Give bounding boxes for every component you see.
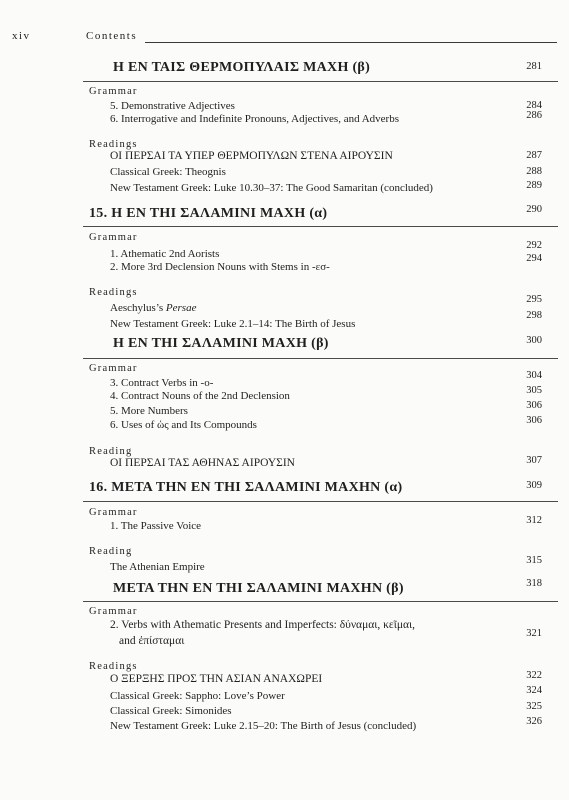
entry-page: 307	[526, 455, 542, 466]
toc-entry[interactable]: New Testament Greek: Luke 2.1–14: The Birth of Jesus	[110, 318, 356, 330]
toc-entry[interactable]: Ο ΞΕΡΞΗΣ ΠΡΟΣ ΤΗΝ ΑΣΙΑΝ ΑΝΑΧΩΡΕΙ	[110, 673, 323, 685]
toc-entry[interactable]: The Athenian Empire	[110, 561, 205, 573]
reading-label: Reading	[89, 446, 133, 457]
entry-page: 326	[526, 716, 542, 727]
toc-entry[interactable]: Aeschylus’s Persae	[110, 302, 197, 314]
section-title[interactable]: 15. Η ΕΝ ΤΗΙ ΣΑΛΑΜΙΝΙ ΜΑΧΗ (α)	[89, 206, 328, 221]
entry-page: 321	[526, 628, 542, 639]
readings-label: Readings	[89, 661, 138, 672]
entry-page: 306	[526, 415, 542, 426]
section-rule	[83, 226, 558, 227]
toc-entry[interactable]: 5. Demonstrative Adjectives	[110, 100, 235, 112]
entry-page: 315	[526, 555, 542, 566]
toc-entry-continued[interactable]: and ἐπίσταμαι	[119, 635, 185, 647]
grammar-label: Grammar	[89, 507, 138, 518]
toc-entry[interactable]: 3. Contract Verbs in -ο-	[110, 377, 214, 389]
entry-page: 322	[526, 670, 542, 681]
toc-entry[interactable]: 5. More Numbers	[110, 405, 188, 417]
entry-page: 295	[526, 294, 542, 305]
grammar-label: Grammar	[89, 232, 138, 243]
entry-page: 292	[526, 240, 542, 251]
italic-title: Persae	[165, 302, 197, 314]
toc-entry[interactable]: 4. Contract Nouns of the 2nd Declension	[110, 390, 290, 402]
toc-entry[interactable]: 1. The Passive Voice	[110, 520, 202, 532]
entry-page: 324	[526, 685, 542, 696]
section-rule	[83, 501, 558, 502]
toc-entry[interactable]: 2. More 3rd Declension Nouns with Stems in -εσ-	[110, 261, 330, 273]
toc-entry[interactable]: ΟΙ ΠΕΡΣΑΙ ΤΑΣ ΑΘΗΝΑΣ ΑΙΡΟΥΣΙΝ	[110, 457, 295, 469]
entry-page: 284	[526, 100, 542, 111]
toc-entry[interactable]: Classical Greek: Theognis	[110, 166, 226, 178]
entry-page: 298	[526, 310, 542, 321]
section-page: 281	[526, 61, 542, 72]
page-folio: xiv	[12, 30, 31, 42]
entry-page: 294	[526, 253, 542, 264]
entry-page: 305	[526, 385, 542, 396]
header-rule	[145, 42, 557, 43]
reading-label: Reading	[89, 546, 133, 557]
section-title[interactable]: 16. ΜΕΤΑ ΤΗΝ ΕΝ ΤΗΙ ΣΑΛΑΜΙΝΙ ΜΑΧΗΝ (α)	[89, 480, 403, 495]
section-rule	[83, 358, 558, 359]
toc-entry[interactable]: New Testament Greek: Luke 10.30–37: The Good Samaritan (concluded)	[110, 182, 433, 194]
section-title[interactable]: ΜΕΤΑ ΤΗΝ ΕΝ ΤΗΙ ΣΑΛΑΜΙΝΙ ΜΑΧΗΝ (β)	[113, 581, 404, 596]
entry-page: 325	[526, 701, 542, 712]
entry-page: 304	[526, 370, 542, 381]
section-title[interactable]: Η ΕΝ ΤΗΙ ΣΑΛΑΜΙΝΙ ΜΑΧΗ (β)	[113, 336, 329, 351]
toc-entry[interactable]: ΟΙ ΠΕΡΣΑΙ ΤΑ ΥΠΕΡ ΘΕΡΜΟΠΥΛΩΝ ΣΤΕΝΑ ΑΙΡΟΥΣΙΝ	[110, 150, 393, 162]
entry-page: 287	[526, 150, 542, 161]
toc-entry[interactable]: New Testament Greek: Luke 2.15–20: The Birth of Jesus (concluded)	[110, 720, 417, 732]
section-rule	[83, 81, 558, 82]
section-page: 309	[526, 480, 542, 491]
entry-page: 312	[526, 515, 542, 526]
section-page: 318	[526, 578, 542, 589]
grammar-label: Grammar	[89, 86, 138, 97]
grammar-label: Grammar	[89, 606, 138, 617]
entry-page: 289	[526, 180, 542, 191]
section-title[interactable]: Η ΕΝ ΤΑΙΣ ΘΕΡΜΟΠΥΛΑΙΣ ΜΑΧΗ (β)	[113, 60, 371, 75]
toc-entry[interactable]: Classical Greek: Sappho: Love’s Power	[110, 690, 285, 702]
toc-entry[interactable]: 6. Uses of ὡς and Its Compounds	[110, 419, 257, 431]
entry-page: 286	[526, 110, 542, 121]
entry-page: 288	[526, 166, 542, 177]
section-page: 290	[526, 204, 542, 215]
readings-label: Readings	[89, 139, 138, 150]
toc-entry[interactable]: 1. Athematic 2nd Aorists	[110, 248, 220, 260]
toc-entry[interactable]: 6. Interrogative and Indefinite Pronouns, Adjectives, and Adverbs	[110, 113, 399, 125]
section-page: 300	[526, 335, 542, 346]
running-head: Contents	[86, 30, 138, 42]
toc-entry[interactable]: 2. Verbs with Athematic Presents and Imperfects: δύναμαι, κεῖμαι,	[110, 619, 415, 631]
section-rule	[83, 601, 558, 602]
toc-entry[interactable]: Classical Greek: Simonides	[110, 705, 232, 717]
grammar-label: Grammar	[89, 363, 138, 374]
entry-page: 306	[526, 400, 542, 411]
readings-label: Readings	[89, 287, 138, 298]
